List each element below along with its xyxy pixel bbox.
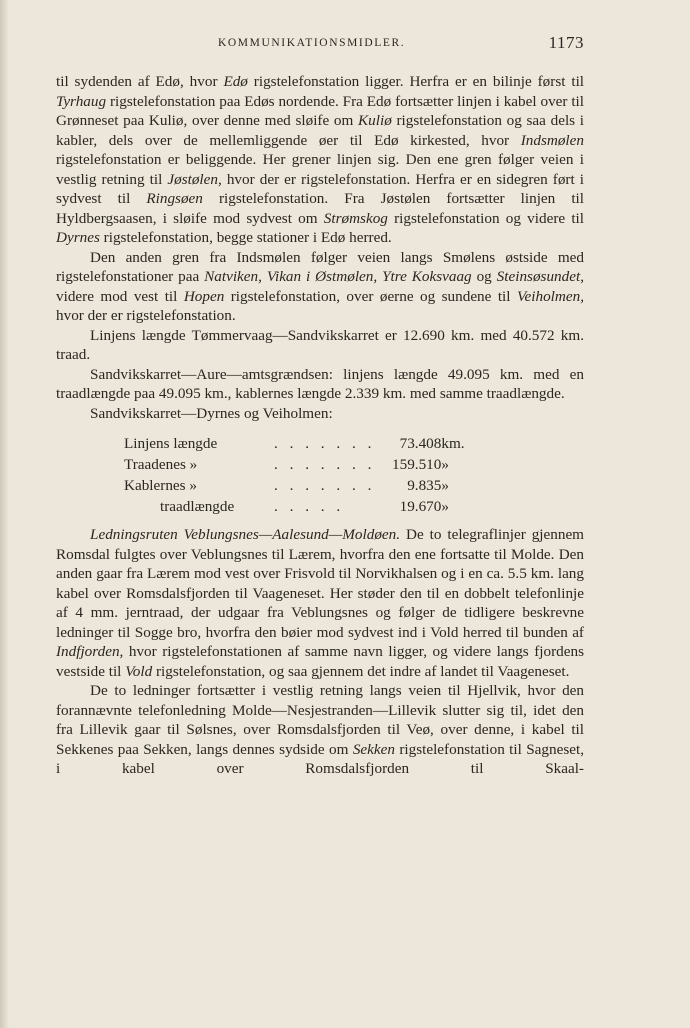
text-run: Sandvikskarret—Dyrnes og Veiholmen: bbox=[90, 404, 333, 422]
text-run: Sandvikskarret—Aure—amtsgrændsen: linjens længde 49.095 km. med en traadlængde paa 49.095 km., kablernes længde 2.339 km. med samme traadlængde. bbox=[56, 365, 584, 402]
paragraph bbox=[56, 72, 584, 248]
italic-place-name: Jøstølen, bbox=[167, 170, 222, 188]
italic-place-name: Indsmølen bbox=[520, 131, 584, 149]
stats-row bbox=[124, 454, 481, 475]
italic-place-name: Ringsøen bbox=[146, 190, 203, 207]
text-run: til sydenden af Edø, hvor bbox=[56, 73, 224, 90]
stats-unit: » bbox=[441, 456, 449, 473]
italic-place-name: Edø bbox=[223, 73, 248, 90]
paragraph bbox=[56, 248, 584, 326]
text-run: og bbox=[471, 268, 497, 285]
paragraph bbox=[56, 326, 584, 365]
italic-place-name: Strømskog bbox=[323, 209, 388, 227]
stats-value: 19.670 bbox=[399, 498, 442, 515]
paragraph bbox=[56, 525, 584, 681]
stats-leader-dots: . . . . . . . bbox=[274, 435, 376, 452]
text-run: rigstelefonstation. Fra Jøstølen fortsætter linjen til Hyldbergsaasen, i sløife mod sydvest om bbox=[56, 190, 584, 227]
page-number: 1173 bbox=[548, 33, 584, 52]
stats-label: Kablernes » bbox=[124, 477, 197, 494]
text-run: Den anden gren fra Indsmølen følger veien langs Smølens østside med rigstelefonstationer paa bbox=[56, 248, 584, 285]
text-run: videre mod vest til bbox=[56, 287, 184, 305]
italic-place-name: Tyrhaug bbox=[56, 92, 107, 110]
italic-place-name: Natviken, Vikan i Østmølen, Ytre Koksvaag bbox=[204, 268, 472, 285]
stats-label: Linjens længde bbox=[124, 435, 218, 452]
stats-row bbox=[124, 475, 481, 496]
stats-label: traadlængde bbox=[160, 498, 235, 515]
text-run: rigstelefonstation paa Edøs nordende. Fra Edø fortsætter linjen i kabel over til Grønneset paa Kuliø, over denne med sløife om bbox=[56, 92, 584, 129]
text-run: hvor der er rigstelefonstation. Herfra er en sidegren ført i sydvest til bbox=[56, 170, 584, 207]
stats-value: 159.510 bbox=[392, 456, 442, 473]
text-run: hvor rigstelefonstationen af samme navn ligger, og videre langs fjordens vestside til bbox=[56, 643, 584, 680]
italic-place-name: Kuliø bbox=[358, 112, 392, 129]
stats-unit: km. bbox=[441, 435, 465, 452]
text-run: rigstelefonstation, over øerne og sundene til bbox=[224, 287, 517, 305]
text-run: rigstelefonstation, og saa gjennem det indre af landet til Vaageneset. bbox=[152, 662, 570, 680]
stats-value: 9.835 bbox=[407, 477, 442, 494]
text-run: hvor der er rigstelefonstation. bbox=[56, 307, 236, 324]
stats-leader-dots: . . . . . . . bbox=[274, 456, 376, 473]
italic-place-name: Ledningsruten Veblungsnes—Aalesund—Moldøen. bbox=[90, 526, 401, 543]
text-run: De to telegraflinjer gjennem Romsdal fulgtes over Veblungsnes til Lærem, hvorfra den ene fortsatte til Molde. Den anden gaar fra Lærem mod vest over Frisvold til Norvikhalsen og i en ca. 5.5 km. lang kabel over Romsdalsfjorden til Vaageneset. Her støder den til en dobbelt telefonlinje af 4 mm. jerntraad, der udgaar fra Veblungsnes og følger de tidligere beskrevne ledninger til Sogge bro, hvorfra den bøier mod sydvest ind i Vold herred til bunden af bbox=[56, 526, 584, 641]
stats-value: 73.408 bbox=[399, 435, 442, 452]
italic-place-name: Steinsøsundet, bbox=[496, 268, 584, 285]
paragraph bbox=[56, 404, 584, 424]
italic-place-name: Indfjorden, bbox=[56, 643, 124, 660]
text-run: rigstelefonstation ligger. Herfra er en bilinje først til bbox=[247, 73, 585, 90]
paragraph bbox=[56, 365, 584, 404]
text-run: rigstelefonstation og saa dels i kabler, dels over de mellemliggende øer til Edø kirkested, hvor bbox=[56, 112, 584, 149]
stats-unit: » bbox=[441, 498, 449, 515]
text-run: rigstelefonstation, begge stationer i Edø herred. bbox=[99, 229, 392, 246]
text-run: rigstelefonstation til Sagneset, i kabel over Romsdalsfjorden til Skaal- bbox=[56, 740, 584, 777]
page-body bbox=[56, 72, 584, 779]
italic-place-name: Dyrnes bbox=[56, 229, 100, 246]
italic-place-name: Vold bbox=[125, 662, 153, 680]
text-run: De to ledninger fortsætter i vestlig retning langs veien til Hjellvik, hvor den forannævnte telefonledning Molde—Nesjestranden—Lillevik slutter sig til, idet den fra Lillevik gaar til Sølsnes, over Romsdalsfjorden til Veø, over denne, i kabel til Sekkenes paa Sekken, langs dennes sydside om bbox=[56, 682, 584, 758]
text-run: Linjens længde Tømmervaag—Sandvikskarret er 12.690 km. med 40.572 km. traad. bbox=[56, 326, 584, 363]
italic-place-name: Hopen bbox=[183, 287, 225, 305]
page-header bbox=[56, 35, 584, 55]
stats-leader-dots: . . . . . bbox=[274, 498, 345, 515]
page-edge-shadow bbox=[0, 0, 9, 1028]
text-run: rigstelefonstation er beliggende. Her grener linjen sig. Den ene gren følger veien i vestlig retning til bbox=[56, 151, 584, 188]
italic-place-name: Sekken bbox=[352, 740, 395, 758]
running-title: KOMMUNIKATIONSMIDLER. bbox=[218, 37, 406, 49]
stats-unit: » bbox=[441, 477, 449, 494]
italic-place-name: Veiholmen, bbox=[516, 287, 584, 305]
stats-row bbox=[124, 433, 481, 454]
paragraph bbox=[56, 681, 584, 779]
text-run: rigstelefonstation og videre til bbox=[387, 209, 584, 227]
line-statistics-table bbox=[124, 433, 481, 517]
stats-row bbox=[124, 496, 481, 517]
stats-leader-dots: . . . . . . . bbox=[274, 477, 376, 494]
stats-label: Traadenes » bbox=[124, 456, 198, 473]
